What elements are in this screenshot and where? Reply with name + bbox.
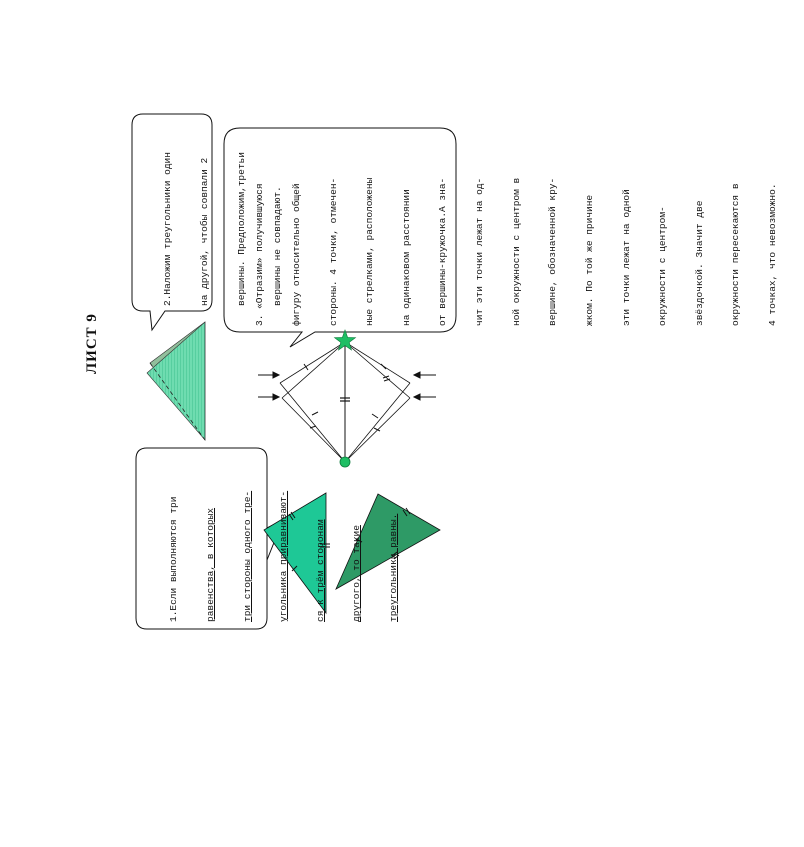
page-title: ЛИСТ 9 [84,313,100,374]
callout-1-text: 1.Если выполняются три равенства, в которых три стороны одного тре- угольника приравнивают- ся к трём сторонам другого, то такие треугольники равны. [168,490,400,622]
circle-vertex-marker [340,457,350,467]
triangle-hatched [147,322,205,440]
kite-diagram [280,342,410,462]
callout-2-text: 2.Наложим треугольники один на другой, чтобы совпали 2 вершины. Предположим,третьи вершины не совпадают. [162,152,284,306]
callout-3-text: 3. «Отразим» получившуюся фигуру относительно общей стороны. 4 точки, отмечен- ные стрелками, расположены на одинаковом расстоянии от вершины-кружочка.А зна- чит эти точки лежат на од- ной окружности с центром в вершине, обозначенной кру- жком. По той же причине эти точки лежат на одной окружности с центром- звёздочкой. Значит две окружности пересекаются в 4 точках, что невозможно. [254,177,778,326]
